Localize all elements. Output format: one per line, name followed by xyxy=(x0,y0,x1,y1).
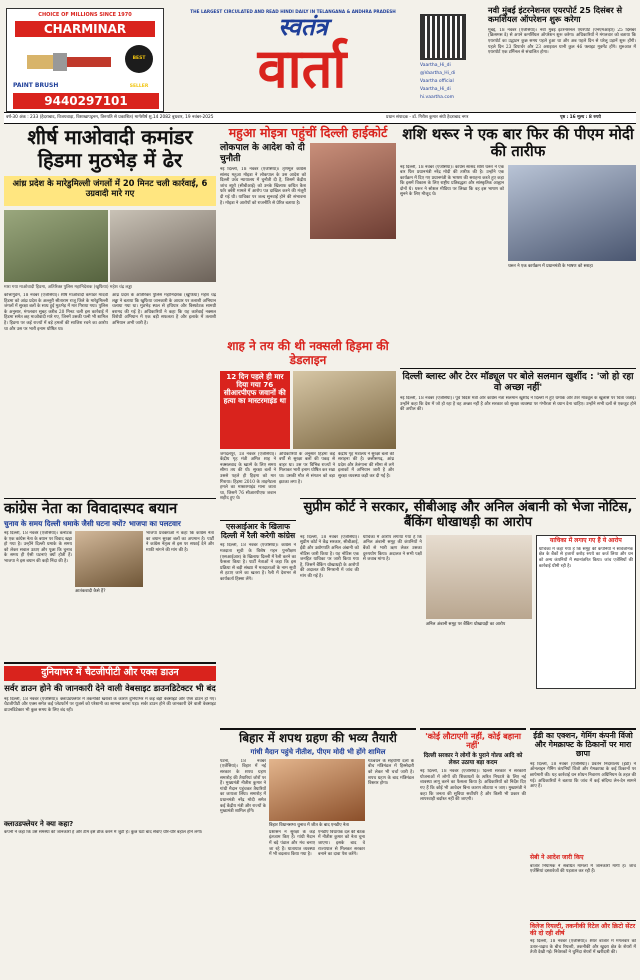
hidma-story xyxy=(4,126,216,468)
rally-body: नई दिल्ली, 18 नवंबर (एजेंसियां)। कांग्रेस ने मतदाता सूची के विशेष गहन पुनरीक्षण (एसआईआर) के खिलाफ दिल्ली में रैली करने का फैसला किया है। पार्टी नेताओं ने कहा कि इस प्रक्रिया से बड़ी संख्या में मतदाताओं के नाम सूची से हटाए जाने का खतरा है। रैली में देशभर से कार्यकर्ता हिस्सा लेंगे। xyxy=(220,543,296,582)
congress-leader-headline[interactable]: कांग्रेस नेता का विवादास्पद बयान xyxy=(4,501,178,517)
ad-phone[interactable]: 9440297101 xyxy=(13,93,159,109)
top-right-headline[interactable]: नवी मुंबई इंटरनेशनल एयरपोर्ट 25 दिसंबर से कमर्शियल ऑपरेशन शुरू करेगा xyxy=(488,5,623,25)
congress-leader-caption: आतंकवादी कैसे हैं? xyxy=(75,588,106,594)
congress-leader-body-1: नई दिल्ली, 18 नवंबर (एजेंसियां)। कर्नाटक के एक कांग्रेस नेता के बयान पर विवाद खड़ा हो गया है। उन्होंने दिल्ली धमाके के समय को लेकर सवाल उठाए और पूछा कि चुनाव के समय ही ऐसी घटनाएं क्यों होती हैं। भाजपा ने इस बयान की कड़ी निंदा की है। xyxy=(4,530,72,564)
masthead-tagline: THE LARGEST CIRCULATED AND READ HINDI DAILY IN TELANGANA & ANDHRA PRADESH xyxy=(190,9,396,14)
bihar-story xyxy=(220,728,416,976)
top-right-story xyxy=(488,6,636,110)
tharoor-story xyxy=(400,126,636,366)
sc-ambani-caption: अनिल अंबानी समूह पर बैंकिंग धोखाधड़ी का आरोप xyxy=(425,621,506,627)
congress-leader-body-2: भाजपा प्रवक्ताओं ने कहा कि कांग्रेस नेता का बयान सुरक्षा बलों का अपमान है। पार्टी ने कांग्रेस नेतृत्व से इस पर सफाई देने और माफी मांगने की मांग की है। xyxy=(146,530,214,553)
outage-subhead: सर्वर डाउन होने की जानकारी देने वाली वेबसाइट डाउनडिटेक्टर भी बंद xyxy=(4,682,216,693)
gold-headline[interactable]: 'कोई लौटाएगी नहीं, कोई बहाना नहीं' xyxy=(425,731,521,751)
delhi-blast-headline[interactable]: दिल्ली ब्लास्ट और टेरर मॉड्यूल पर बोले सलमान खुर्शीद : 'जो हो रहा वो अच्छा नहीं' xyxy=(402,371,634,393)
gold-body: नई दिल्ली, 18 नवंबर (एजेंसियां)। दिल्ली सरकार ने सरकारी योजनाओं में लोगों की शिकायतों के त्वरित निपटारे के लिए नई व्यवस्था लागू करने का फैसला किया है। अधिकारियों को निर्देश दिए गए हैं कि कोई भी आवेदन बिना कारण लौटाया न जाए। मुख्यमंत्री ने कहा कि जनता की सुविधा सर्वोपरि है और किसी भी प्रकार की लापरवाही बर्दाश्त नहीं की जाएगी। xyxy=(420,769,526,803)
dateline: वर्ष-30 अंक : 233 (हैदराबाद, विजयवाड़ा, विशाखापट्टनम, तिरुपति से प्रकाशित) मार्गशीर्ष शु.14 2082 बुधवार, 19 नवंबर-2025 xyxy=(6,115,214,120)
bihar-photo xyxy=(269,759,365,821)
top-right-body: मुंबई, 18 नवंबर (एजेंसियां)। नवी मुंबई इंटरनेशनल एयरपोर्ट (एनएमआईए) 25 दिसंबर (क्रिसमस डे) से अपने कमर्शियल ऑपरेशन शुरू करेगा। अधिकारियों ने मंगलवार को बताया कि एयरपोर्ट का उद्घाटन कुछ समय पहले हुआ था और अब पहले दिन से घरेलू उड़ानें शुरू होंगी। पहले दिन 23 डिपार्चर और 23 अराइवल यानी कुल 46 फ्लाइट मूवमेंट होंगे। शुरुआत में एयरपोर्ट एक टर्मिनल से संचालित होगा। xyxy=(488,27,636,56)
hidma-photo xyxy=(4,210,108,282)
bihar-body-1: पटना, 18 नवंबर (एजेंसियां)। बिहार में नई सरकार के शपथ ग्रहण समारोह की तैयारियां जोरों पर हैं। मुख्यमंत्री नीतीश कुमार ने गांधी मैदान पहुंचकर तैयारियों का जायजा लिया। समारोह में प्रधानमंत्री नरेंद्र मोदी समेत कई केंद्रीय मंत्री और राज्यों के मुख्यमंत्री शामिल होंगे। xyxy=(220,758,266,815)
sc-ambani-headline[interactable]: सुप्रीम कोर्ट ने सरकार, सीबीआइ और अनिल अंबानी को भेजा नोटिस, बैंकिंग धोखाधड़ी का आरोप xyxy=(303,500,633,530)
bihar-headline[interactable]: बिहार में शपथ ग्रहण की भव्य तैयारी xyxy=(239,731,397,745)
bihar-body-2: प्रशासन ने सुरक्षा के कड़े इंतजाम किए हैं। गांधी मैदान में बड़े पंडाल और मंच बनाए जा रहे हैं। यातायात व्यवस्था में भी बदलाव किया गया है। xyxy=(269,829,315,858)
shah-body-2: अधिकारियों के अनुसार हिड़मा कई वर्षों से सुरक्षा बलों की पकड़ से बाहर था। उस पर विभिन्न राज्यों ने मिलाकर भारी इनाम घोषित कर रखा था। उसकी मौत से संगठन को बड़ा झटका लगा है। xyxy=(279,451,335,485)
tharoor-photo xyxy=(508,165,636,261)
ad-tagline: CHOICE OF MILLIONS SINCE 1970 xyxy=(38,12,132,18)
bihar-subhead: गांधी मैदान पहुंचे नीतीश, पीएम मोदी भी होंगे शामिल xyxy=(250,747,386,756)
hidma-body-1: कोत्तागुडेम, 18 नवंबर (एजेंसियां)। शीर्ष माओवादी कमांडर मादवी हिडमा को आंध्र प्रदेश के अल्लूरी सीताराम राजू जिले के मारेडुमिल्ली जंगलों में सुरक्षा बलों के साथ हुई मुठभेड़ में मार गिराया गया। पुलिस के अनुसार, मंगलवार सुबह करीब 20 मिनट चली इस कार्रवाई में हिडमा समेत छह माओवादी मारे गए, जिनमें उसकी पत्नी भी शामिल है। हिडमा पर कई राज्यों में बड़े हमलों की साजिश रचने का आरोप था और उस पर भारी इनाम घोषित था। xyxy=(4,293,108,332)
shah-callout: 12 दिन पहले ही मार दिया गया 76 सीआरपीएफ जवानों की हत्या का मास्टरमाइंड था xyxy=(220,371,290,449)
outage-headline[interactable]: दुनियाभर में चैटजीपीटी और एक्स डाउन xyxy=(4,666,216,681)
outage-story xyxy=(4,662,216,976)
delhi-blast-story xyxy=(400,368,636,473)
cloudflare-subhead: क्लाउडफ्लेयर ने क्या कहा? xyxy=(4,819,74,828)
mahua-story xyxy=(220,126,396,336)
ed-raid-body-2: बाजार नियामक ने संबंधित मामलों में जानकारी मांगी है। जांच एजेंसियां दस्तावेजों की पड़ताल कर रही हैं। xyxy=(530,863,636,875)
shah-body-3: केंद्रीय गृह मंत्रालय ने सुरक्षा बलों की सराहना की है। छत्तीसगढ़, आंध्र प्रदेश और तेलंगाना की सीमा से लगे इलाकों में अभियान जारी है और सुरक्षा व्यवस्था कड़ी कर दी गई है। xyxy=(338,451,394,479)
outage-body: नई दिल्ली, 18 नवंबर (एजेंसियां)। क्लाउडफ्लेयर में तकनीकी खराबी के कारण दुनियाभर में कई बड़ी वेबसाइटें और ऐप्स डाउन हो गए। चैटजीपीटी और एक्स समेत कई प्लेटफॉर्म पर यूजर्स को परेशानी का सामना करना पड़ा। सर्वर डाउन होने की जानकारी देने वाली वेबसाइट डाउनडिटेक्टर भी कुछ समय के लिए बंद रही। xyxy=(4,696,216,713)
footer-story xyxy=(530,920,636,975)
petition-allegations-title: याचिका में लगाए गए हैं ये आरोप xyxy=(549,536,622,544)
police-officer-photo xyxy=(110,210,216,282)
congress-leader-photo xyxy=(75,531,143,587)
cloudflare-body: कंपनी ने कहा कि उसे समस्या की जानकारी है और टीम इसे ठीक करने में जुटी है। कुछ घंटों बाद सेवाएं धीरे-धीरे बहाल होने लगीं। xyxy=(4,829,203,835)
supreme-court-photo xyxy=(426,535,532,619)
shah-story xyxy=(220,340,396,518)
sc-ambani-body-1: नई दिल्ली, 18 नवंबर (एजेंसियां)। सुप्रीम कोर्ट ने केंद्र सरकार, सीबीआई, ईडी और उद्योगपति अनिल अंबानी को नोटिस जारी किया है। यह नोटिस एक जनहित याचिका पर जारी किया गया है, जिसमें बैंकिंग धोखाधड़ी के आरोपों की अदालत की निगरानी में जांच की मांग की गई है। xyxy=(300,534,359,580)
mahua-body: नई दिल्ली, 18 नवंबर (एजेंसियां)। तृणमूल कांग्रेस सांसद महुआ मोइत्रा ने लोकपाल के उस आदेश को दिल्ली उच्च न्यायालय में चुनौती दी है, जिसमें केंद्रीय जांच ब्यूरो (सीबीआई) को उनके खिलाफ कथित कैश फॉर क्वेरी मामले में आरोप पत्र दाखिल करने की मंजूरी दी गई थी। याचिका पर जल्द सुनवाई होने की संभावना है। मोइत्रा ने आरोपों को राजनीति से प्रेरित बताया है। xyxy=(220,167,306,206)
mahua-photo xyxy=(310,143,396,239)
bihar-body-4: गठबंधन के सहयोगी दलों के बीच मंत्रिमंडल में हिस्सेदारी को लेकर भी चर्चा जारी है। शपथ ग्रहण के बाद मंत्रिमंडल विस्तार होगा। xyxy=(368,758,414,787)
price-line: पृष्ठ : 16 मूल्य : 8 रुपये xyxy=(560,115,601,120)
footer-story-headline[interactable]: विलेज रियल्टी, तकनीकी रिटेल और क्रिटो सेंटर की दो रही शीर्ष xyxy=(530,923,636,938)
paint-brush-image xyxy=(27,43,111,81)
ed-raid-subhead: सेबी ने आदेश जारी किए xyxy=(530,853,584,861)
petition-allegations-body: याचिका में कहा गया है कि समूह की कंपनियों ने सार्वजनिक क्षेत्र के बैंकों से हजारों करोड़ रुपये का कर्ज लिया और धन को अन्य कंपनियों में स्थानांतरित किया। जांच एजेंसियों की कार्रवाई धीमी रही है। xyxy=(538,546,633,569)
social-handles xyxy=(420,62,480,102)
facebook-handle[interactable]: Vaartha_Hi_di xyxy=(420,63,451,68)
tharoor-caption: थरूर ने एक कार्यक्रम में प्रधानमंत्री के भाषण को सराहा xyxy=(508,263,593,269)
rally-headline[interactable]: एसआईआर के खिलाफ दिल्ली में रैली करेगी कांग्रेस xyxy=(220,522,296,540)
qr-code[interactable] xyxy=(420,14,466,60)
bihar-body-3: एनडीए विधायक दल की बैठक में नीतीश कुमार को नेता चुना जाएगा। इसके बाद वे राज्यपाल से मिलकर सरकार बनाने का दावा पेश करेंगे। xyxy=(318,829,365,858)
instagram-handle[interactable]: Vaartha_Hi_di xyxy=(420,87,451,92)
bihar-caption: बिहार विधानसभा चुनाव में जीत के बाद एनडीए नेता xyxy=(269,822,349,828)
mahua-headline[interactable]: महुआ मोइत्रा पहुंचीं दिल्ली हाईकोर्ट xyxy=(228,125,388,140)
gold-subhead: दिल्ली सरकार ने लोगों के पुराने गोल्ड आदि को लेकर उठाया बड़ा कदम xyxy=(423,752,523,766)
hidma-body-2: आंध्र प्रदेश के अतिरिक्त पुलिस महानिदेशक (खुफिया) महेश चंद्र लड्ढा ने बताया कि खुफिया जानकारी के आधार पर तलाशी अभियान चलाया गया था। मुठभेड़ स्थल से हथियार और विस्फोटक सामग्री बरामद की गई है। अधिकारियों ने कहा कि यह कार्रवाई नक्सल विरोधी अभियान में एक बड़ी सफलता है और इलाके में तलाशी अभियान अभी जारी है। xyxy=(112,293,216,326)
sc-ambani-body-2: याचिका में आरोप लगाया गया है कि अनिल अंबानी समूह की कंपनियों ने बैंकों से भारी ऋण लेकर उसका दुरुपयोग किया। अदालत ने सभी पक्षों से जवाब मांगा है। xyxy=(362,534,422,563)
best-seller-badge: BEST SELLER xyxy=(125,45,153,73)
hidma-headline-2[interactable]: हिडमा मुठभेड़ में ढेर xyxy=(37,148,183,172)
ed-raid-body: नई दिल्ली, 18 नवंबर (एजेंसियां)। प्रवर्तन निदेशालय (ईडी) ने ऑनलाइन गेमिंग कंपनियों विंजो और गेमक्राफ्ट के कई ठिकानों पर छापेमारी की। यह कार्रवाई धन शोधन निवारण अधिनियम के तहत की गई। अधिकारियों ने बताया कि जांच में कई संदिग्ध लेन-देन सामने आए हैं। xyxy=(530,761,636,790)
gold-story xyxy=(420,728,526,976)
masthead-brand-main: वार्ता xyxy=(257,37,347,100)
twitter-handle[interactable]: @Vaartha_Hi_di xyxy=(420,71,456,76)
footer-story-body: नई दिल्ली, 18 नवंबर (एजेंसियां)। शेयर बाजार में मंगलवार को उतार-चढ़ाव के बीच रियल्टी, तकनीकी और खुदरा क्षेत्र के शेयरों में तेजी देखी गई। निवेशकों ने चुनिंदा शेयरों में खरीदारी की। xyxy=(530,939,636,956)
amit-shah-photo xyxy=(293,371,396,449)
charminar-ad[interactable] xyxy=(6,8,164,112)
hidma-caption: मारा गया माओवादी हिडमा, अतिरिक्त पुलिस महानिदेशक (खुफिया) महेश चंद्र लड्ढा xyxy=(4,285,132,290)
sc-ambani-story xyxy=(300,498,636,725)
youtube-handle[interactable]: Vaartha official xyxy=(420,79,454,84)
masthead-brand-top: स्वतंत्र xyxy=(278,13,328,41)
congress-leader-story xyxy=(4,498,216,657)
shah-body-1: जगदलपुर, 18 नवंबर (एजेंसियां)। केंद्रीय गृह मंत्री अमित शाह ने नक्सलवाद के खात्मे के लिए समय सीमा तय की थी। सुरक्षा बलों ने उससे पहले ही हिड़मा को मार गिराया। हिड़मा 2010 के ताड़मेटला हमले का मास्टरमाइंड माना जाता था, जिसमें 76 सीआरपीएफ जवान शहीद हुए थे। xyxy=(220,451,276,502)
delhi-blast-body: नई दिल्ली, 18 नवंबर (एजेंसियां)। पूर्व विदेश मंत्री और कांग्रेस नेता सलमान खुर्शीद ने दिल्ली में हुए धमाके और टेरर मॉड्यूल के खुलासे पर चिंता जताई। उन्होंने कहा कि देश में जो हो रहा है वह अच्छा नहीं है और सरकार को सुरक्षा व्यवस्था पर गंभीरता से ध्यान देना चाहिए। उन्होंने सभी दलों से एकजुट होने की अपील की। xyxy=(400,396,636,413)
congress-leader-subhead: चुनाव के समय दिल्ली धमाके जैसी घटना क्यों? भाजपा का पलटवार xyxy=(4,518,181,528)
ed-raid-story xyxy=(530,728,636,920)
hidma-subhead: आंध्र प्रदेश के मारेडुमिल्ली जंगलों में 20 मिनट चली कार्रवाई, 6 उग्रवादी मारे गए xyxy=(4,176,216,206)
petition-allegations-box xyxy=(536,535,636,689)
dateline-bar xyxy=(4,112,636,124)
hidma-headline-1[interactable]: शीर्ष माओवादी कमांडर xyxy=(27,125,193,149)
ad-brand: CHARMINAR xyxy=(15,21,155,37)
tharoor-body: नई दिल्ली, 18 नवंबर (एजेंसियां)। कांग्रेस सांसद शशि थरूर ने एक बार फिर प्रधानमंत्री नरेंद्र मोदी की तारीफ की है। उन्होंने एक कार्यक्रम में दिए गए प्रधानमंत्री के भाषण की सराहना करते हुए कहा कि इसमें विकास के लिए राष्ट्रीय प्रतिबद्धता और सांस्कृतिक आह्वान दोनों थे। थरूर ने सोशल मीडिया पर लिखा कि वह इस भाषण को सुनने के लिए मौजूद थे। xyxy=(400,164,504,198)
website-link[interactable]: hi.vaartha.com xyxy=(420,95,454,100)
tharoor-headline[interactable]: शशि थरूर ने एक बार फिर की पीएम मोदी की तारीफ xyxy=(402,125,634,161)
rally-story xyxy=(220,520,296,661)
editor-line: प्रधान संपादक - डॉ. गिरीश कुमार संघी हैदराबाद नगर xyxy=(386,115,469,120)
ed-raid-headline[interactable]: ईडी का एक्शन, गेमिंग कंपनी विंजो और गेमक्राफ्ट के ठिकानों पर मारा छापा xyxy=(533,731,633,758)
ad-product: PAINT BRUSH xyxy=(13,82,59,89)
mahua-subhead: लोकपाल के आदेश को दी चुनौती xyxy=(220,143,305,164)
shah-headline[interactable]: शाह ने तय की थी नक्सली हिड़मा की डेडलाइन xyxy=(227,339,389,367)
